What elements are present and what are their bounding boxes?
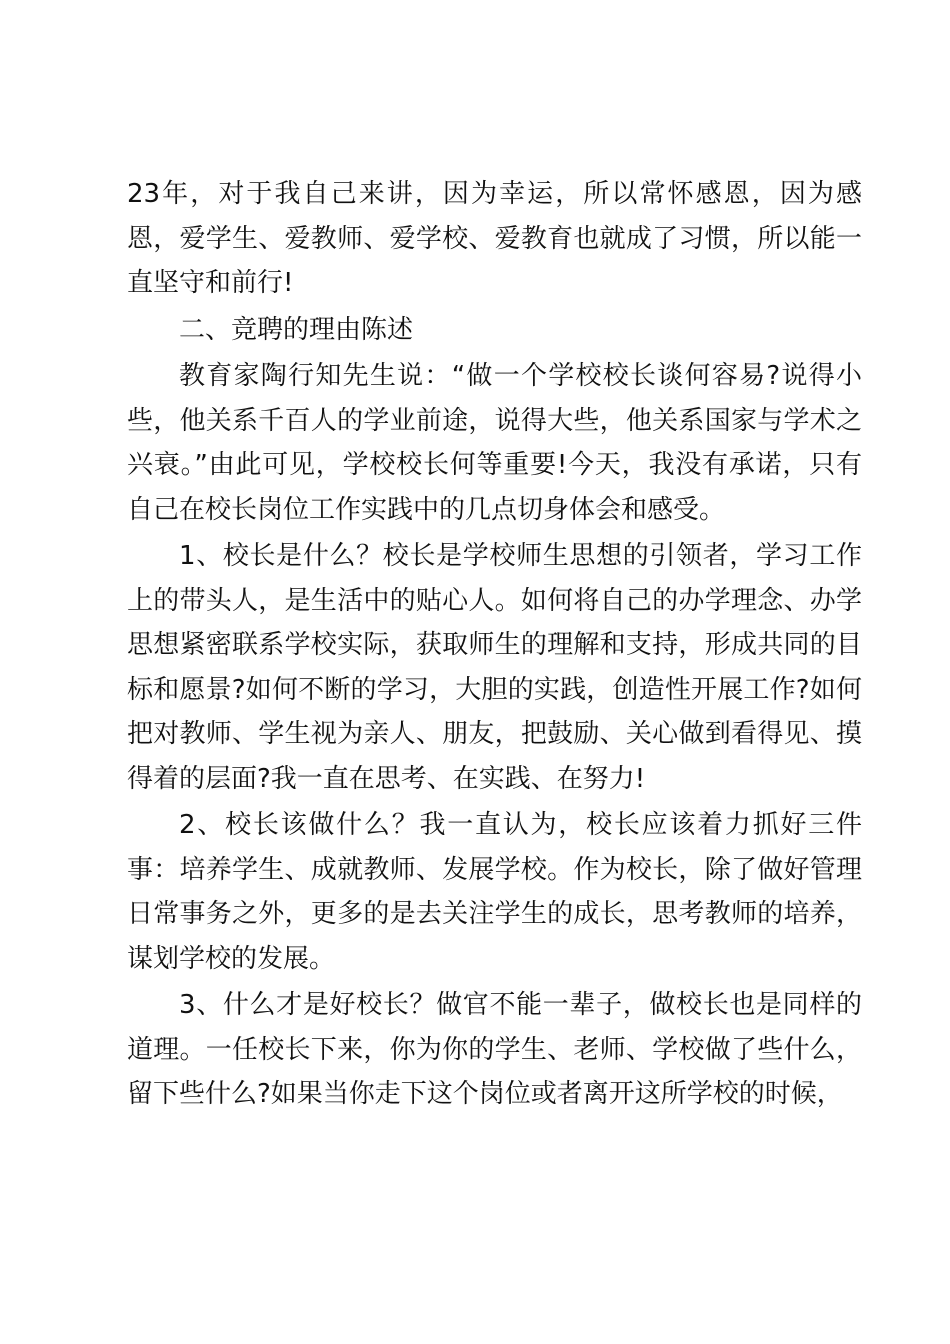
paragraph-point-2: 2、校长该做什么？我一直认为，校长应该着力抓好三件事：培养学生、成就教师、发展学校。作为校长，除了做好管理日常事务之外，更多的是去关注学生的成长，思考教师的培养，谋划学校的发展。 (127, 810, 862, 974)
paragraph-point-3: 3、什么才是好校长？做官不能一辈子，做校长也是同样的道理。一任校长下来，你为你的学生、老师、学校做了些什么，留下些什么?如果当你走下这个岗位或者离开这所学校的时候， (127, 990, 862, 1109)
paragraph-continuation: 23年，对于我自己来讲，因为幸运，所以常怀感恩，因为感恩，爱学生、爱教师、爱学校、爱教育也就成了习惯，所以能一直坚守和前行! (127, 179, 862, 298)
document-body (127, 172, 862, 1117)
paragraph-point-1: 1、校长是什么？校长是学校师生思想的引领者，学习工作上的带头人，是生活中的贴心人。如何将自己的办学理念、办学思想紧密联系学校实际，获取师生的理解和支持，形成共同的目标和愿景?如何不断的学习，大胆的实践，创造性开展工作?如何把对教师、学生视为亲人、朋友，把鼓励、关心做到看得见、摸得着的层面?我一直在思考、在实践、在努力! (127, 541, 862, 794)
paragraph-quote: 教育家陶行知先生说：“做一个学校校长谈何容易?说得小些，他关系千百人的学业前途，说得大些，他关系国家与学术之兴衰。”由此可见，学校校长何等重要!今天，我没有承诺，只有自己在校长岗位工作实践中的几点切身体会和感受。 (127, 361, 862, 525)
section-heading: 二、竞聘的理由陈述 (179, 314, 414, 345)
